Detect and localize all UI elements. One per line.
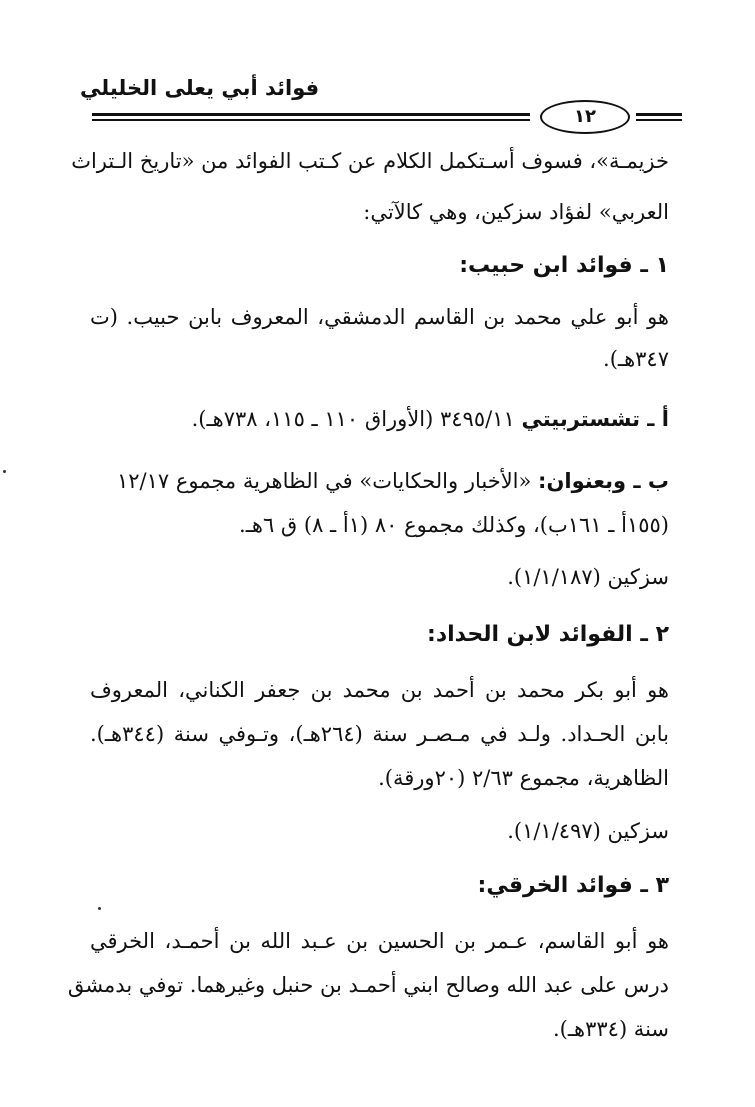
scan-speck: [3, 470, 6, 473]
body-line-3: هو أبو علي محمد بن القاسم الدمشقي، المعروف بابن حبيب. (ت: [90, 305, 669, 329]
body-line-5: (١٥٥أ ـ ١٦١ب)، وكذلك مجموع ٨٠ (١أ ـ ٨) ق ٦هـ.: [239, 513, 669, 537]
body-line-1: خزيمـة»، فسوف أسـتكمل الكلام عن كـتب الفوائد من «تاريخ الـتراث: [71, 149, 669, 173]
running-header-title: فوائد أبي يعلى الخليلي: [80, 76, 320, 100]
item-b-title: «الأخبار والحكايات»: [359, 469, 532, 493]
body-line-2: العربي» لفؤاد سزكين، وهي كالآتي:: [363, 200, 669, 224]
body-line-6: سزكين (١/١/١٨٧).: [507, 565, 669, 589]
item-b-line: [117, 466, 669, 496]
body-line-10: سزكين (١/١/٤٩٧).: [507, 819, 669, 843]
item-a-line: [192, 404, 669, 434]
body-line-9: الظاهرية، مجموع ٢/٦٣ (٢٠ورقة).: [378, 766, 669, 790]
body-line-4: ٣٤٧هـ).: [603, 347, 669, 371]
header-rule-right-top: [636, 113, 682, 116]
body-line-13: سنة (٣٣٤هـ).: [552, 1017, 669, 1041]
header-rule-left-top: [92, 113, 530, 116]
item-b-label: ب ـ وبعنوان:: [538, 469, 669, 493]
section-heading-3: ٣ ـ فوائد الخرقي:: [477, 873, 669, 898]
body-line-8: بابن الحـداد. ولـد في مـصـر سنة (٢٦٤هـ)، وتـوفي سنة (٣٤٤هـ).: [90, 722, 669, 746]
header-rule-left-bottom: [92, 119, 530, 121]
item-a-label: أ ـ تشستربيتي: [521, 407, 669, 431]
section-heading-1: ١ ـ فوائد ابن حبيب:: [459, 253, 669, 278]
page-number: ١٢: [540, 100, 630, 134]
body-line-12: درس على عبد الله وصالح ابني أحمـد بن حنبل وغيرهما. توفي بدمشق: [67, 973, 669, 997]
body-line-11: هو أبو القاسم، عـمر بن الحسين بن عـبد الله بن أحمـد، الخرقي: [90, 929, 669, 953]
body-line-7: هو أبو بكر محمد بن أحمد بن محمد بن جعفر الكناني، المعروف: [90, 678, 669, 702]
item-a-ref: ٣٤٩٥/١١: [440, 407, 515, 431]
item-a-rest: (الأوراق ١١٠ ـ ١١٥، ٧٣٨هـ).: [191, 407, 434, 431]
item-b-rest: في الظاهرية مجموع ١٢/١٧: [116, 469, 353, 493]
header-rule-right-bottom: [636, 119, 682, 121]
section-heading-2: ٢ ـ الفوائد لابن الحداد:: [427, 622, 669, 647]
scan-speck: [98, 907, 101, 910]
